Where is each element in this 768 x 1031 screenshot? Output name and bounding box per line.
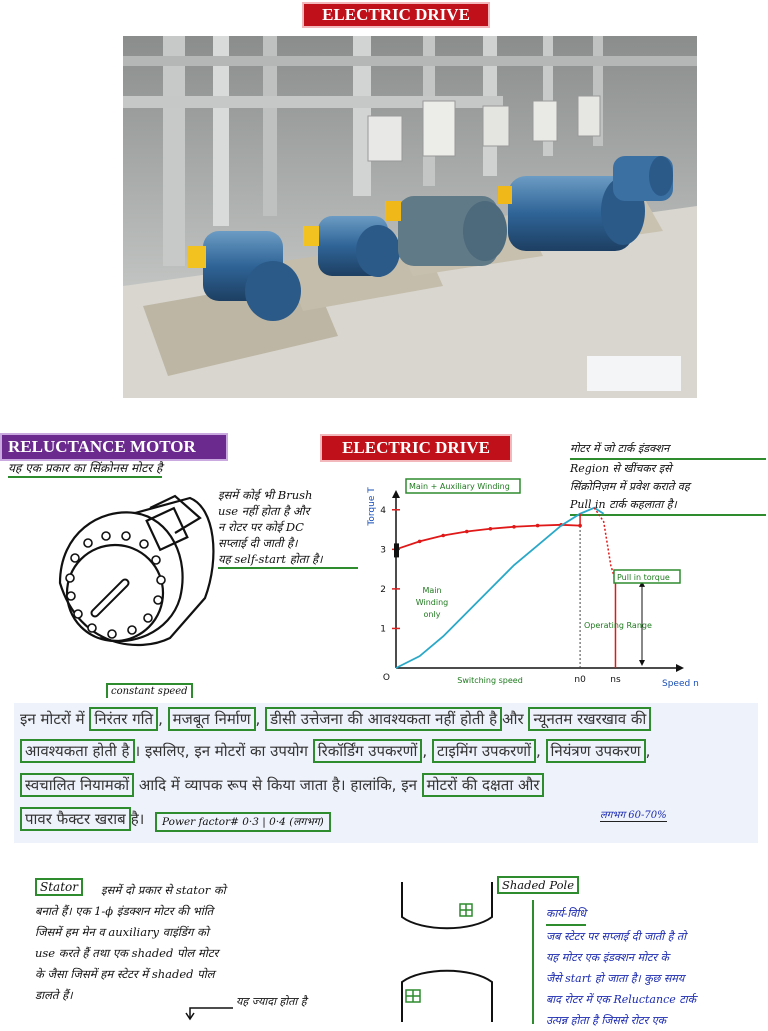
working-line: यह मोटर एक इंडक्शन मोटर के [546,951,669,964]
x-axis-arrow [676,664,684,672]
highlighted-phrase: टाइमिंग उपकरणों [432,739,536,763]
annotation-text: Main [422,586,442,595]
motor-note-line: न रोटर पर कोई DC [218,520,304,534]
torque-speed-chart [352,465,699,695]
paragraph-line [20,741,758,761]
x-tick-label: ns [610,675,621,685]
x-tick-label: n0 [574,675,586,685]
pull-in-note-line: Pull in टार्क कहलाता है। [570,496,766,516]
start-torque-marker [394,543,399,557]
efficiency-note: लगभग 60-70% [600,807,667,822]
working-bracket [532,900,544,1024]
annotation-text: Pull in torque [617,573,670,582]
electric-drive-banner: ELECTRIC DRIVE [302,2,490,28]
y-tick-label: 3 [380,545,386,556]
y-tick-label: 4 [380,505,386,516]
y-axis-label: Torque T [367,487,377,526]
stator-label: Stator [35,878,83,896]
highlighted-phrase: पावर फैक्टर खराब [20,807,131,831]
arrow-head [639,660,645,666]
reluctance-motor-diagram [40,488,220,658]
annotation-text: Operating Range [584,621,652,630]
paragraph-text: और [502,710,529,728]
working-title: कार्य-विधि [546,903,586,926]
pull-in-note-line: सिंक्रोनिज़म में प्रवेश कराते वह [570,480,690,493]
highlighted-phrase: डीसी उत्तेजना की आवश्यकता नहीं होती है [265,707,502,731]
paragraph-text: , [255,710,266,728]
y-tick-label: 2 [380,584,386,595]
stator-line: बनाते हैं। एक 1-ϕ इंडक्शन मोटर की भांति [35,904,214,918]
paragraph-text: , [422,742,432,760]
stator-notes [35,880,365,1006]
paragraph-line [20,709,758,729]
motor-note-line: इसमें कोई भी Brush [218,488,313,502]
motor-note [218,487,358,569]
highlighted-phrase: आवश्यकता होती है [20,739,135,763]
stator-line: जिसमें हम मेन व auxiliary वाइंडिंग को [35,925,209,939]
paragraph-text: है। [130,810,145,828]
paragraph-line [20,775,758,795]
annotation-main-aux [406,479,520,493]
highlighted-phrase: रिकॉर्डिंग उपकरणों [313,739,423,763]
y-tick-label: 1 [380,624,386,635]
reluctance-motor-banner: RELUCTANCE MOTOR [0,433,228,461]
annotation-text: Main + Auxiliary Winding [409,482,510,491]
stator-line: इसमें दो प्रकार से stator को [101,883,226,897]
highlighted-phrase: नियंत्रण उपकरण [546,739,646,763]
paragraph-text: , [535,742,546,760]
main-aux-point [465,530,469,534]
constant-speed-annotation: constant speed [106,683,193,698]
highlighted-phrase: न्यूनतम रखरखाव की [528,707,651,731]
motor-note-line: सप्लाई दी जाती है। [218,536,298,550]
working-line: जब स्टेटर पर सप्लाई दी जाती है तो [546,930,687,943]
main-aux-curve [396,525,580,550]
paragraph-text: आदि में व्यापक रूप से किया जाता है। हालांकि, इन [134,776,422,794]
pull-in-curve [594,508,615,581]
hindi-paragraph [14,703,758,843]
pull-in-note-line: मोटर में जो टार्क इंडक्शन [570,440,766,460]
highlighted-phrase: स्वचालित नियामकों [20,773,134,797]
annotation-pull-in [614,570,680,583]
stator-line: डालते हैं। [35,988,73,1002]
arrow-note-line [185,1002,235,1020]
paragraph-text: इन मोटरों में [20,710,90,728]
shaded-pole-diagram [392,872,502,1024]
main-aux-point [418,540,422,544]
highlighted-phrase: निरंतर गति [89,707,158,731]
main-aux-point [441,534,445,538]
motor-note-line: यह self-start होता है। [218,551,358,569]
highlighted-phrase: मजबूत निर्माण [168,707,256,731]
pull-in-note-line: Region से खींचकर इसे [570,462,672,475]
paragraph-text: , [158,710,168,728]
working-notes [546,903,768,1031]
main-aux-point [536,524,540,528]
stator-line: use करते हैं तथा एक shaded पोल मोटर [35,946,219,960]
highlighted-phrase: मोटरों की दक्षता और [422,773,545,797]
power-factor-note: Power factor# 0·3 | 0·4 (लगभग) [155,812,331,832]
main-aux-point [489,527,493,531]
y-axis-arrow [392,490,400,498]
x-tick-label: O [382,673,390,683]
main-aux-point [512,525,516,529]
working-line: बाद रोटर में एक Reluctance टार्क [546,993,697,1006]
motor-note-line: use नहीं होता है और [218,504,310,518]
paragraph-text: । इसलिए, इन मोटरों का उपयोग [134,742,313,760]
working-line: जैसे start हो जाता है। कुछ समय [546,972,685,985]
arrow-note: यह ज्यादा होता है [236,995,307,1008]
reluctance-subtitle: यह एक प्रकार का सिंक्रोनस मोटर है [8,459,162,478]
working-line: उत्पन्न होता है जिससे रोटर एक [546,1014,667,1027]
chart-banner: ELECTRIC DRIVE [320,434,512,462]
pump-motors-photo [123,36,697,398]
stator-line: के जैसा जिसमें हम स्टेटर में shaded पोल [35,967,215,981]
annotation-text: Switching speed [457,676,523,685]
x-axis-label: Speed n [662,679,699,689]
annotation-text: Winding [415,598,449,607]
annotation-text: only [423,610,441,619]
shaded-pole-label: Shaded Pole [497,876,579,894]
paragraph-text: , [645,742,651,760]
